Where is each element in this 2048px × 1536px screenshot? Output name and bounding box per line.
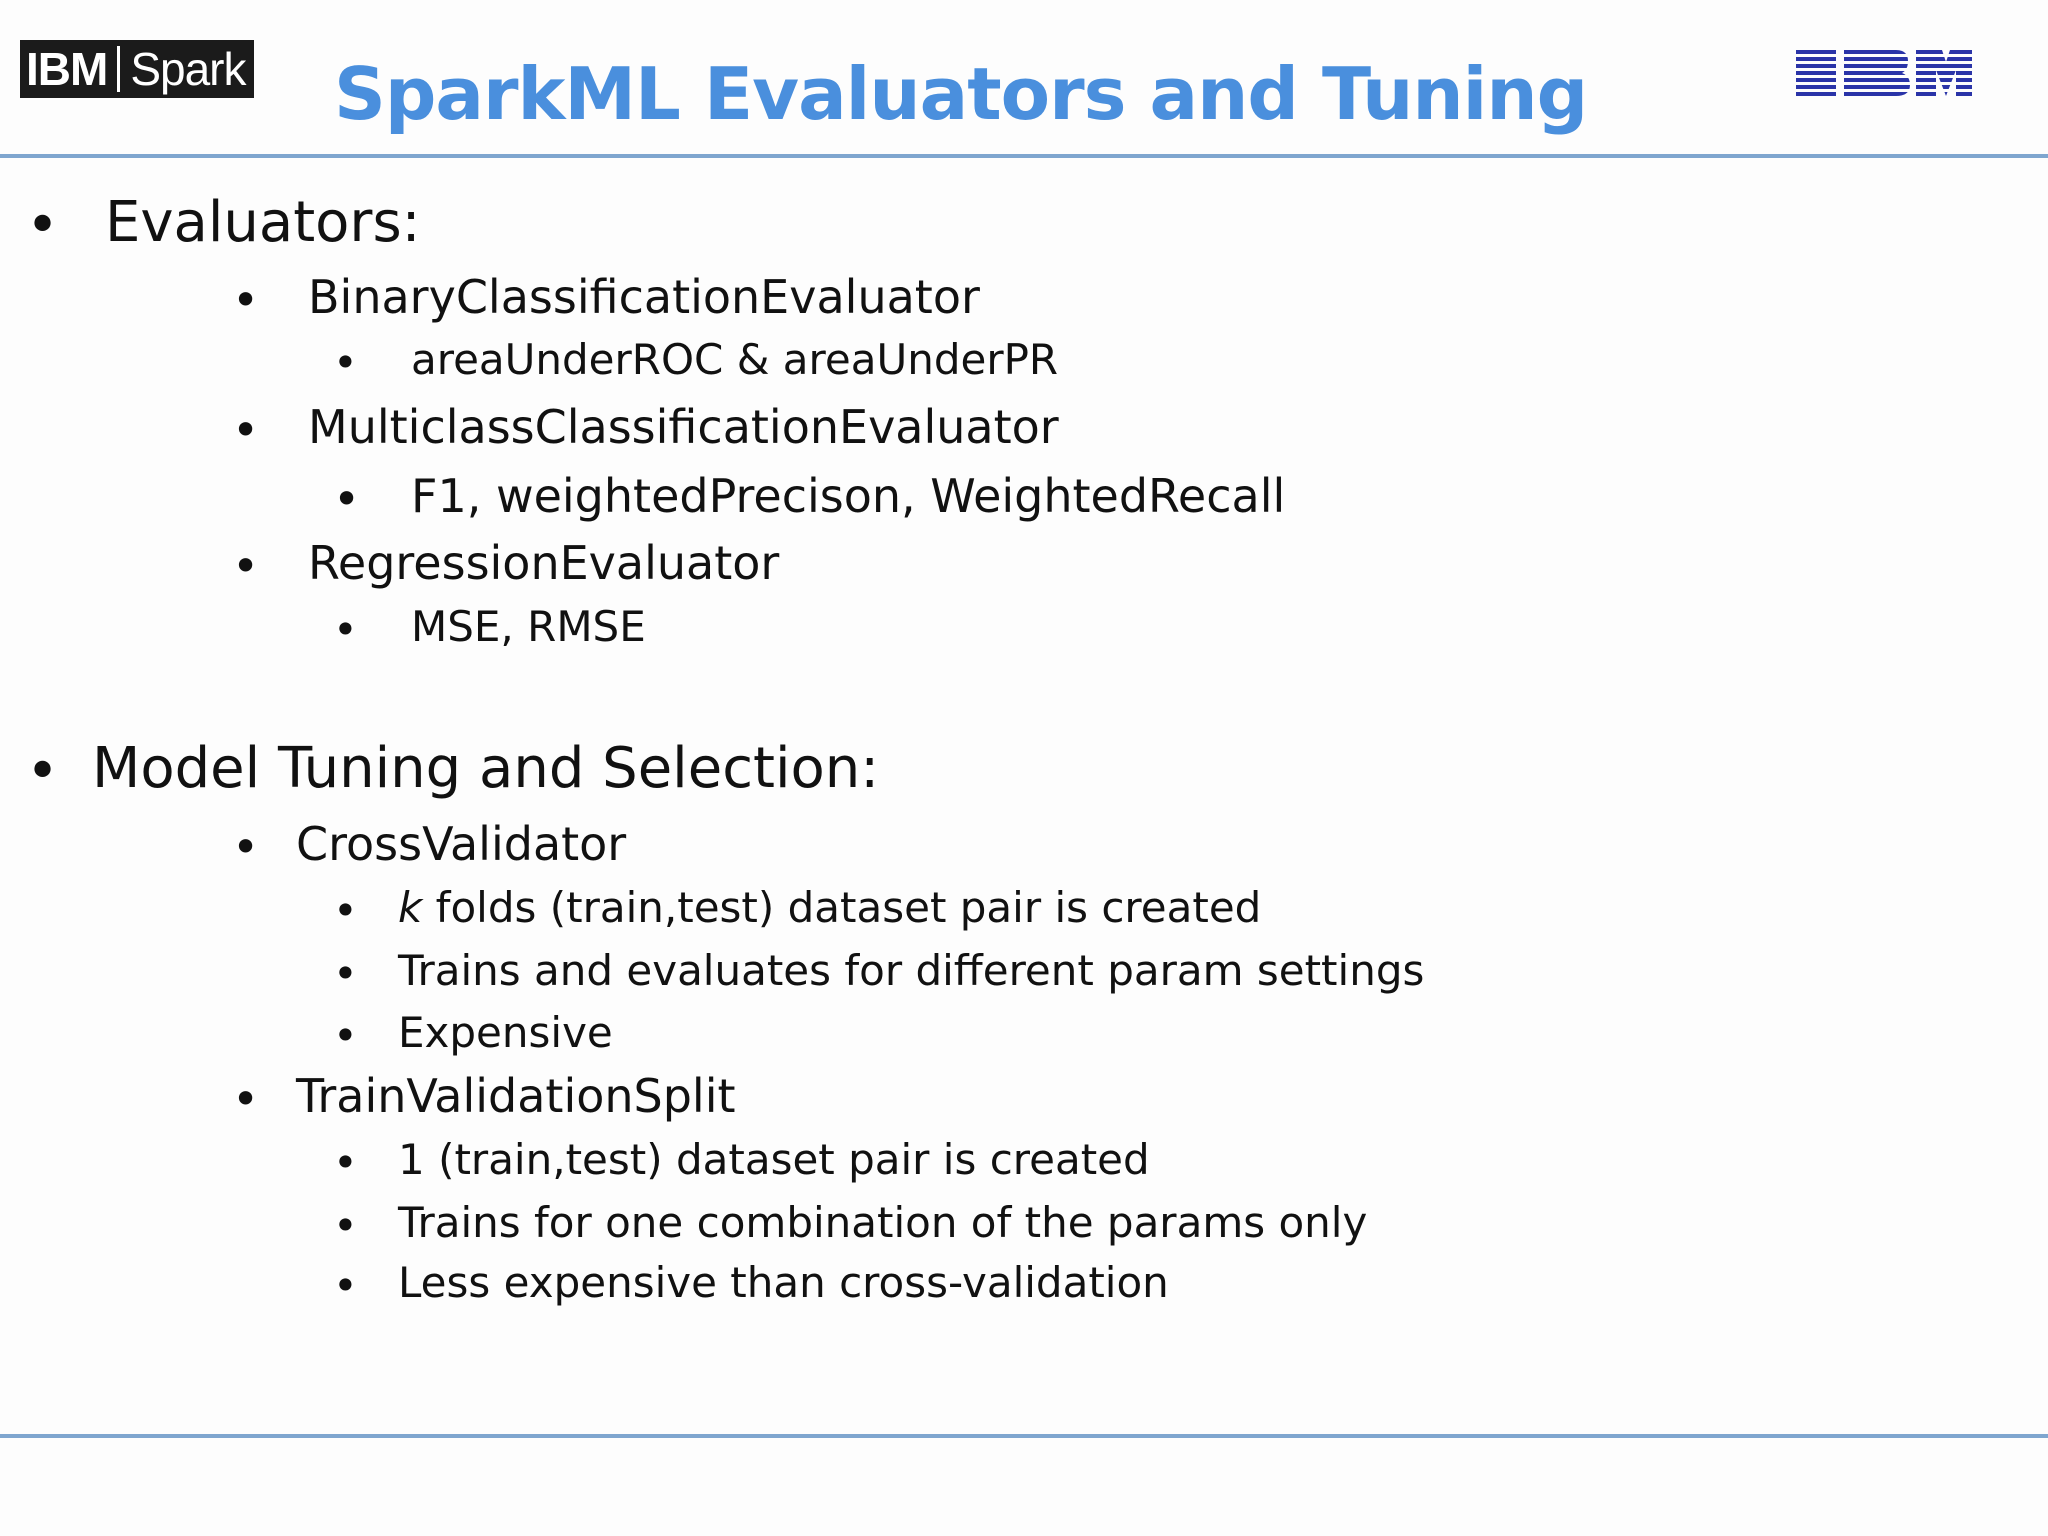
bullet-marker: • — [333, 472, 361, 526]
list-item-tvs-less-expensive: Less expensive than cross-validation — [398, 1258, 1169, 1307]
list-item-tvs-trains: Trains for one combination of the params only — [398, 1198, 1368, 1247]
list-item-cross-validator: CrossValidator — [296, 817, 627, 871]
k-variable: k — [398, 883, 423, 932]
bullet-marker: • — [232, 403, 260, 457]
list-item-binary-evaluator: BinaryClassificationEvaluator — [308, 270, 980, 324]
header-divider — [0, 154, 2048, 158]
list-item-multiclass-metrics: F1, weightedPrecison, WeightedRecall — [411, 469, 1286, 523]
bullet-marker: • — [333, 605, 358, 654]
bullet-marker: • — [26, 739, 60, 804]
list-item-regression-evaluator: RegressionEvaluator — [308, 536, 780, 590]
list-item-multiclass-evaluator: MulticlassClassificationEvaluator — [308, 400, 1059, 454]
bullet-marker: • — [333, 1201, 358, 1250]
bullet-marker: • — [333, 1138, 358, 1187]
bullet-marker: • — [333, 949, 358, 998]
cv-folds-text: folds (train,test) dataset pair is created — [422, 883, 1262, 932]
slide-title: SparkML Evaluators and Tuning — [334, 52, 1588, 136]
heading-evaluators: Evaluators: — [105, 190, 421, 255]
list-item-cv-folds — [398, 883, 1261, 932]
list-item-binary-metrics: areaUnderROC & areaUnderPR — [411, 335, 1059, 384]
bullet-marker: • — [333, 1261, 358, 1310]
bullet-marker: • — [232, 1072, 260, 1126]
bullet-marker: • — [232, 820, 260, 874]
brand-spark-text: Spark — [130, 43, 246, 95]
bullet-marker: • — [232, 539, 260, 593]
bullet-marker: • — [333, 1011, 358, 1060]
footer-divider — [0, 1434, 2048, 1438]
list-item-cv-trains: Trains and evaluates for different param settings — [398, 946, 1425, 995]
bullet-marker: • — [333, 338, 358, 387]
list-item-regression-metrics: MSE, RMSE — [411, 602, 646, 651]
heading-model-tuning: Model Tuning and Selection: — [92, 736, 880, 801]
list-item-train-validation-split: TrainValidationSplit — [296, 1069, 736, 1123]
ibm-spark-brand-logo — [20, 40, 254, 98]
bullet-marker: • — [26, 193, 60, 258]
list-item-cv-expensive: Expensive — [398, 1008, 613, 1057]
bullet-marker: • — [333, 886, 358, 935]
ibm-logo-icon — [1796, 50, 1972, 96]
list-item-tvs-pair: 1 (train,test) dataset pair is created — [398, 1135, 1150, 1184]
bullet-marker: • — [232, 273, 260, 327]
brand-ibm-text: IBM — [26, 43, 108, 95]
